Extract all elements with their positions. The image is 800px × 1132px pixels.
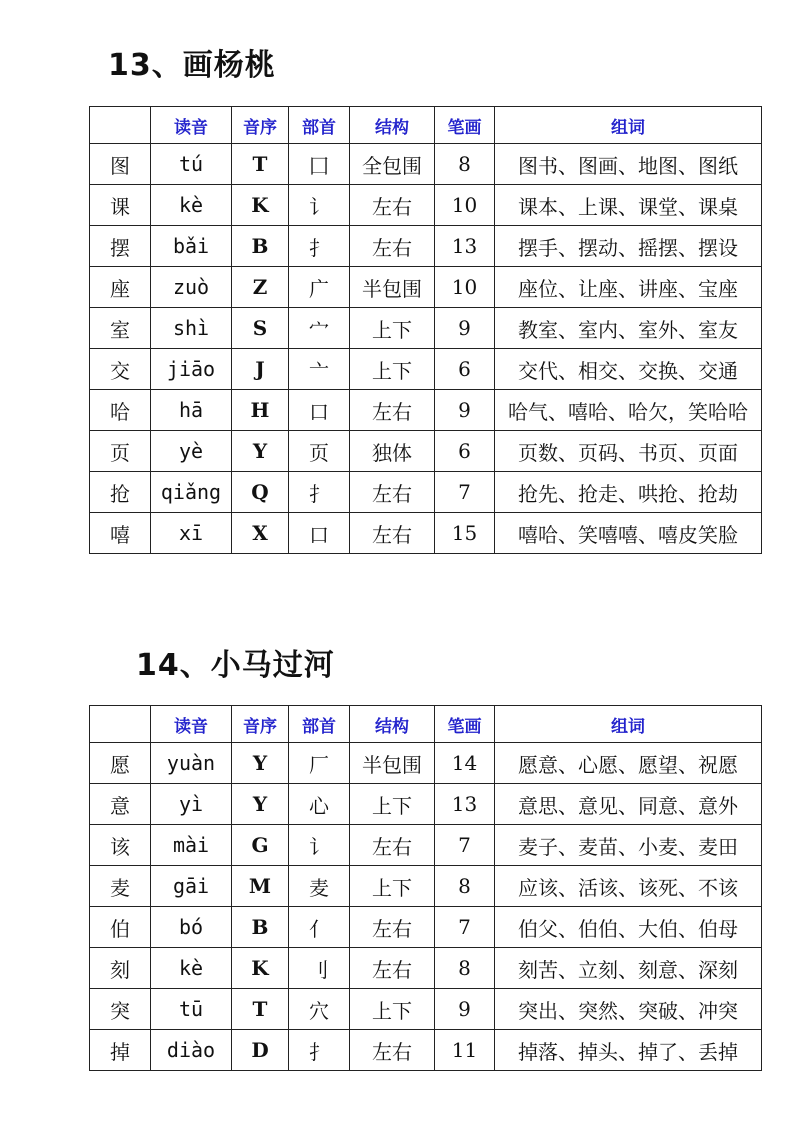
words-cell: 伯父、伯伯、大伯、伯母 — [495, 907, 762, 948]
words-cell: 页数、页码、书页、页面 — [495, 431, 762, 472]
structure-cell: 左右 — [350, 948, 435, 989]
strokes-cell: 15 — [435, 513, 495, 554]
initial-cell: M — [232, 866, 289, 907]
pinyin-cell: kè — [151, 948, 232, 989]
radical-cell: 扌 — [289, 472, 350, 513]
strokes-cell: 8 — [435, 948, 495, 989]
character-cell: 抢 — [90, 472, 151, 513]
pinyin-cell: jiāo — [151, 349, 232, 390]
radical-cell: 穴 — [289, 989, 350, 1030]
header-pinyin: 读音 — [151, 706, 232, 743]
header-initial: 音序 — [232, 107, 289, 144]
strokes-cell: 7 — [435, 907, 495, 948]
pinyin-cell: diào — [151, 1030, 232, 1071]
radical-cell: 口 — [289, 390, 350, 431]
table-header-row — [90, 107, 762, 144]
initial-cell: Y — [232, 431, 289, 472]
strokes-cell: 9 — [435, 308, 495, 349]
radical-cell: 讠 — [289, 185, 350, 226]
header-words: 组词 — [495, 706, 762, 743]
section-title: 14、小马过河 — [136, 648, 335, 683]
table-header-row — [90, 706, 762, 743]
words-cell: 刻苦、立刻、刻意、深刻 — [495, 948, 762, 989]
structure-cell: 左右 — [350, 472, 435, 513]
structure-cell: 左右 — [350, 513, 435, 554]
structure-cell: 上下 — [350, 349, 435, 390]
table-row — [90, 866, 762, 907]
words-cell: 摆手、摆动、摇摆、摆设 — [495, 226, 762, 267]
radical-cell: 扌 — [289, 226, 350, 267]
words-cell: 突出、突然、突破、冲突 — [495, 989, 762, 1030]
structure-cell: 上下 — [350, 989, 435, 1030]
strokes-cell: 8 — [435, 866, 495, 907]
table-row — [90, 907, 762, 948]
header-words: 组词 — [495, 107, 762, 144]
initial-cell: D — [232, 1030, 289, 1071]
strokes-cell: 13 — [435, 226, 495, 267]
pinyin-cell: yuàn — [151, 743, 232, 784]
character-cell: 室 — [90, 308, 151, 349]
initial-cell: Y — [232, 743, 289, 784]
initial-cell: B — [232, 907, 289, 948]
structure-cell: 左右 — [350, 825, 435, 866]
table-row — [90, 185, 762, 226]
character-cell: 摆 — [90, 226, 151, 267]
radical-cell: 页 — [289, 431, 350, 472]
table-row — [90, 226, 762, 267]
character-cell: 课 — [90, 185, 151, 226]
words-cell: 愿意、心愿、愿望、祝愿 — [495, 743, 762, 784]
pinyin-cell: bǎi — [151, 226, 232, 267]
pinyin-cell: mài — [151, 825, 232, 866]
structure-cell: 左右 — [350, 226, 435, 267]
radical-cell: 麦 — [289, 866, 350, 907]
character-cell: 哈 — [90, 390, 151, 431]
table-row — [90, 989, 762, 1030]
header-structure: 结构 — [350, 706, 435, 743]
initial-cell: Y — [232, 784, 289, 825]
header-character — [90, 706, 151, 743]
character-cell: 交 — [90, 349, 151, 390]
character-cell: 刻 — [90, 948, 151, 989]
table-row — [90, 349, 762, 390]
header-structure: 结构 — [350, 107, 435, 144]
pinyin-cell: yì — [151, 784, 232, 825]
character-cell: 愿 — [90, 743, 151, 784]
table-row — [90, 948, 762, 989]
strokes-cell: 11 — [435, 1030, 495, 1071]
initial-cell: G — [232, 825, 289, 866]
character-cell: 掉 — [90, 1030, 151, 1071]
table-row — [90, 144, 762, 185]
words-cell: 教室、室内、室外、室友 — [495, 308, 762, 349]
strokes-cell: 10 — [435, 267, 495, 308]
strokes-cell: 7 — [435, 472, 495, 513]
radical-cell: 亠 — [289, 349, 350, 390]
table-row — [90, 513, 762, 554]
character-cell: 页 — [90, 431, 151, 472]
strokes-cell: 6 — [435, 349, 495, 390]
initial-cell: J — [232, 349, 289, 390]
table-row — [90, 390, 762, 431]
structure-cell: 半包围 — [350, 267, 435, 308]
pinyin-cell: qiǎng — [151, 472, 232, 513]
words-cell: 嘻哈、笑嘻嘻、嘻皮笑脸 — [495, 513, 762, 554]
radical-cell: 宀 — [289, 308, 350, 349]
vocab-table — [89, 106, 762, 554]
character-cell: 伯 — [90, 907, 151, 948]
character-cell: 该 — [90, 825, 151, 866]
words-cell: 掉落、掉头、掉了、丢掉 — [495, 1030, 762, 1071]
initial-cell: Z — [232, 267, 289, 308]
structure-cell: 左右 — [350, 1030, 435, 1071]
strokes-cell: 13 — [435, 784, 495, 825]
character-cell: 意 — [90, 784, 151, 825]
initial-cell: Q — [232, 472, 289, 513]
words-cell: 图书、图画、地图、图纸 — [495, 144, 762, 185]
structure-cell: 左右 — [350, 185, 435, 226]
structure-cell: 左右 — [350, 390, 435, 431]
radical-cell: 亻 — [289, 907, 350, 948]
header-initial: 音序 — [232, 706, 289, 743]
table-row — [90, 784, 762, 825]
structure-cell: 上下 — [350, 308, 435, 349]
pinyin-cell: xī — [151, 513, 232, 554]
vocab-table — [89, 705, 762, 1071]
character-cell: 座 — [90, 267, 151, 308]
words-cell: 座位、让座、讲座、宝座 — [495, 267, 762, 308]
header-strokes: 笔画 — [435, 107, 495, 144]
initial-cell: B — [232, 226, 289, 267]
radical-cell: 囗 — [289, 144, 350, 185]
table-row — [90, 267, 762, 308]
header-radical: 部首 — [289, 706, 350, 743]
structure-cell: 上下 — [350, 866, 435, 907]
strokes-cell: 7 — [435, 825, 495, 866]
initial-cell: T — [232, 144, 289, 185]
words-cell: 意思、意见、同意、意外 — [495, 784, 762, 825]
pinyin-cell: bó — [151, 907, 232, 948]
initial-cell: T — [232, 989, 289, 1030]
pinyin-cell: shì — [151, 308, 232, 349]
pinyin-cell: zuò — [151, 267, 232, 308]
strokes-cell: 10 — [435, 185, 495, 226]
table-row — [90, 431, 762, 472]
radical-cell: 口 — [289, 513, 350, 554]
words-cell: 麦子、麦苗、小麦、麦田 — [495, 825, 762, 866]
pinyin-cell: kè — [151, 185, 232, 226]
header-radical: 部首 — [289, 107, 350, 144]
initial-cell: K — [232, 185, 289, 226]
words-cell: 交代、相交、交换、交通 — [495, 349, 762, 390]
pinyin-cell: hā — [151, 390, 232, 431]
table-row — [90, 1030, 762, 1071]
strokes-cell: 9 — [435, 989, 495, 1030]
strokes-cell: 8 — [435, 144, 495, 185]
radical-cell: 广 — [289, 267, 350, 308]
radical-cell: 讠 — [289, 825, 350, 866]
structure-cell: 独体 — [350, 431, 435, 472]
strokes-cell: 14 — [435, 743, 495, 784]
strokes-cell: 9 — [435, 390, 495, 431]
table-row — [90, 472, 762, 513]
structure-cell: 上下 — [350, 784, 435, 825]
character-cell: 突 — [90, 989, 151, 1030]
structure-cell: 左右 — [350, 907, 435, 948]
radical-cell: 厂 — [289, 743, 350, 784]
pinyin-cell: tū — [151, 989, 232, 1030]
initial-cell: S — [232, 308, 289, 349]
section-title: 13、画杨桃 — [108, 48, 276, 83]
initial-cell: H — [232, 390, 289, 431]
header-strokes: 笔画 — [435, 706, 495, 743]
radical-cell: 刂 — [289, 948, 350, 989]
structure-cell: 半包围 — [350, 743, 435, 784]
header-pinyin: 读音 — [151, 107, 232, 144]
initial-cell: K — [232, 948, 289, 989]
structure-cell: 全包围 — [350, 144, 435, 185]
character-cell: 嘻 — [90, 513, 151, 554]
strokes-cell: 6 — [435, 431, 495, 472]
radical-cell: 扌 — [289, 1030, 350, 1071]
pinyin-cell: tú — [151, 144, 232, 185]
header-character — [90, 107, 151, 144]
character-cell: 图 — [90, 144, 151, 185]
table-row — [90, 308, 762, 349]
table-row — [90, 825, 762, 866]
pinyin-cell: gāi — [151, 866, 232, 907]
words-cell: 课本、上课、课堂、课桌 — [495, 185, 762, 226]
words-cell: 抢先、抢走、哄抢、抢劫 — [495, 472, 762, 513]
words-cell: 哈气、嘻哈、哈欠，笑哈哈 — [495, 390, 762, 431]
radical-cell: 心 — [289, 784, 350, 825]
table-row — [90, 743, 762, 784]
words-cell: 应该、活该、该死、不该 — [495, 866, 762, 907]
pinyin-cell: yè — [151, 431, 232, 472]
character-cell: 麦 — [90, 866, 151, 907]
initial-cell: X — [232, 513, 289, 554]
